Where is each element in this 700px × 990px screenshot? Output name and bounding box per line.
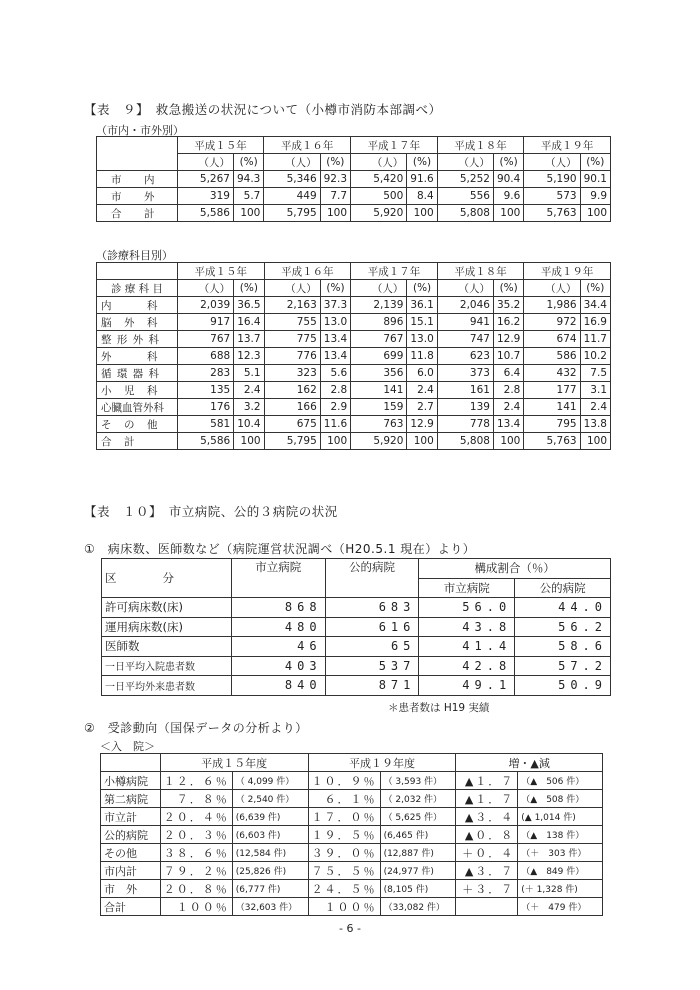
cell: ７９．２％ [160,862,232,880]
cell: 5,920 [351,205,407,222]
row-label: 整 形 外 科 [97,331,178,348]
cell: （32,603 件） [232,898,308,916]
unit-percent: (%) [580,280,610,297]
row-label: そ の 他 [97,416,178,433]
cell: 840 [231,676,325,696]
row-label: 小 児 科 [97,382,178,399]
row-label: 内 科 [97,297,178,314]
cell: （▲ 508 件） [518,790,603,808]
cell: 166 [264,399,320,416]
cell: 159 [351,399,407,416]
cell: 5.6 [320,365,350,382]
cell: 5,586 [177,433,233,450]
cell: 16.9 [580,314,610,331]
year-header: 平成１６年 [264,137,351,154]
cell: 403 [231,656,325,676]
cell: 35.2 [493,297,523,314]
unit-people: （人） [524,154,580,171]
table-row [101,862,603,880]
cell: 100 [407,433,437,450]
cell: 767 [351,331,407,348]
year-header: 平成１９年 [524,263,611,280]
table-row [97,171,611,188]
table-row [97,205,611,222]
cell: 6.0 [407,365,437,382]
cell: 90.1 [580,171,610,188]
cell: 763 [351,416,407,433]
table-row [97,348,611,365]
unit-people: （人） [351,154,407,171]
unit-percent: (%) [580,154,610,171]
cell: 135 [177,382,233,399]
cell: 699 [351,348,407,365]
cell: 449 [264,188,320,205]
cell: 12.3 [234,348,264,365]
table10-trend-table [100,753,603,916]
cell: 141 [524,399,580,416]
cell: 12.9 [493,331,523,348]
table10-beds-table [101,558,611,696]
year-header: 平成１８年 [437,263,524,280]
year-header: 平成１６年 [264,263,351,280]
cell: 616 [325,617,419,637]
cell: 5.7 [233,188,263,205]
cell: 10.4 [234,416,264,433]
corner-cell [97,263,178,280]
table-row [101,826,603,844]
unit-people: （人） [437,280,493,297]
cell: (24,977 件) [380,862,456,880]
table-row [101,790,603,808]
cell: 176 [177,399,233,416]
unit-percent: (%) [233,154,263,171]
year-header: 平成１５年 [177,137,264,154]
cell: 5,808 [437,433,493,450]
page-number: - 6 - [339,922,361,935]
row-label: 脳 外 科 [97,314,178,331]
cell: 34.4 [580,297,610,314]
ratio-public-header: 公的病院 [515,578,611,598]
cell: 100 [320,205,350,222]
corner-cell [101,754,161,772]
row-label: 運用病床数(床) [102,617,232,637]
cell: (12,584 件) [232,844,308,862]
cell: 2,163 [264,297,320,314]
cell: （▲ 138 件） [518,826,603,844]
cell: 755 [264,314,320,331]
cell: 3.1 [580,382,610,399]
cell: 2.7 [407,399,437,416]
cell: 100 [407,205,437,222]
cell: ＋０．４ [456,844,518,862]
cell: 1,986 [524,297,580,314]
cell: 10.7 [493,348,523,365]
city-hospital-header: 市立病院 [231,559,325,598]
cell: 2,046 [437,297,493,314]
cell: 13.7 [234,331,264,348]
table-row [102,598,611,618]
cell: 432 [524,365,580,382]
table-row [101,880,603,898]
cell: ２４．５％ [308,880,380,898]
change-header: 増・▲減 [456,754,603,772]
cell: （▲ 849 件） [518,862,603,880]
cell: ▲３．４ [456,808,518,826]
cell: 8.4 [407,188,437,205]
cell: 56.2 [515,617,611,637]
cell: 2.8 [493,382,523,399]
row-label: 循 環 器 科 [97,365,178,382]
unit-people: （人） [351,280,407,297]
cell: 5,795 [264,205,320,222]
public-hospital-header: 公的病院 [325,559,419,598]
cell: 5,346 [264,171,320,188]
row-label: 一日平均入院患者数 [102,656,232,676]
row-label: 外 科 [97,348,178,365]
cell: 972 [524,314,580,331]
cell: 871 [325,676,419,696]
cell: 49.1 [419,676,515,696]
corner-cell [97,137,178,171]
inpatient-subtitle: ＜入 院＞ [100,740,155,753]
cell: 13.0 [320,314,350,331]
cell: 5,252 [437,171,493,188]
cell: （ 3,593 件） [380,772,456,790]
cell: 15.1 [407,314,437,331]
table-row [102,656,611,676]
cell: 868 [231,598,325,618]
cell: 57.2 [515,656,611,676]
cell: ▲１．７ [456,790,518,808]
cell: 37.3 [320,297,350,314]
cell: 177 [524,382,580,399]
cell: １００％ [160,898,232,916]
cell: 500 [351,188,407,205]
cell: 65 [325,637,419,657]
cell: (＋ 1,328 件) [518,880,603,898]
cell: 5,808 [437,205,493,222]
cell: 778 [437,416,493,433]
row-label: 市 外 [97,188,178,205]
cell: 795 [524,416,580,433]
dept-header: 診 療 科 目 [97,280,178,297]
table-row [97,382,611,399]
table-row [102,637,611,657]
cell: ▲１．７ [456,772,518,790]
cell: （ 2,540 件） [232,790,308,808]
cell: 2.4 [580,399,610,416]
cell: ▲０．８ [456,826,518,844]
cell: 11.6 [320,416,350,433]
cell: 941 [437,314,493,331]
unit-percent: (%) [407,280,437,297]
cell: ▲３．７ [456,862,518,880]
cell: （ 5,625 件） [380,808,456,826]
row-label: 市内計 [101,862,161,880]
cell: ７．８％ [160,790,232,808]
cell: 537 [325,656,419,676]
fy15-header: 平成１５年度 [160,754,308,772]
cell: 373 [437,365,493,382]
cell: 3.2 [234,399,264,416]
cell: 2.9 [320,399,350,416]
cell: 688 [177,348,233,365]
cell: （＋ 303 件） [518,844,603,862]
cell: 5,420 [351,171,407,188]
cell: 623 [437,348,493,365]
unit-people: （人） [264,154,320,171]
unit-people: （人） [177,154,233,171]
year-header: 平成１９年 [524,137,611,154]
cell: 16.2 [493,314,523,331]
year-header: 平成１８年 [437,137,524,154]
cell: 747 [437,331,493,348]
cell [456,898,518,916]
unit-people: （人） [437,154,493,171]
unit-people: （人） [177,280,233,297]
cell: (6,603 件) [232,826,308,844]
patients-note: ＊患者数は H19 実績 [388,702,490,714]
table-row [101,898,603,916]
kubun-header: 区 分 [102,559,232,598]
section2-title: ② 受診動向（国保データの分析より） [84,721,308,735]
cell: 283 [177,365,233,382]
cell: １２．６％ [160,772,232,790]
cell: 586 [524,348,580,365]
cell: 13.8 [580,416,610,433]
row-label: 第二病院 [101,790,161,808]
cell: 9.9 [580,188,610,205]
cell: 36.1 [407,297,437,314]
cell: 5,795 [264,433,320,450]
table-row [97,416,611,433]
table9-area-table [96,136,611,222]
unit-percent: (%) [407,154,437,171]
cell: １９．５％ [308,826,380,844]
cell: 100 [493,433,523,450]
table-row [97,433,611,450]
row-label: 心臓血管外科 [97,399,178,416]
table-row [102,676,611,696]
cell: (8,105 件) [380,880,456,898]
year-header: 平成１５年 [177,263,264,280]
cell: 100 [493,205,523,222]
cell: 36.5 [234,297,264,314]
cell: 581 [177,416,233,433]
cell: 41.4 [419,637,515,657]
cell: (6,465 件) [380,826,456,844]
table9-dept-table [96,262,611,450]
cell: 16.4 [234,314,264,331]
cell: 58.6 [515,637,611,657]
cell: 323 [264,365,320,382]
cell: (12,887 件) [380,844,456,862]
cell: 43.8 [419,617,515,637]
cell: 42.8 [419,656,515,676]
cell: ２０．４％ [160,808,232,826]
cell: 6.4 [493,365,523,382]
table-row [97,314,611,331]
cell: 896 [351,314,407,331]
row-label: 一日平均外来患者数 [102,676,232,696]
cell: 5,190 [524,171,580,188]
year-header: 平成１７年 [351,137,438,154]
cell: 5.1 [234,365,264,382]
unit-percent: (%) [234,280,264,297]
cell: １０．９％ [308,772,380,790]
table9-subtitle-dept: （診療科目別） [96,249,173,262]
unit-percent: (%) [320,280,350,297]
table10-title: 【表 １０】 市立病院、公的３病院の状況 [84,504,338,519]
cell: 90.4 [493,171,523,188]
cell: 2.4 [234,382,264,399]
cell: 573 [524,188,580,205]
cell: 5,586 [177,205,233,222]
cell: 94.3 [233,171,263,188]
cell: 56.0 [419,598,515,618]
cell: 5,763 [524,205,580,222]
cell: 675 [264,416,320,433]
cell: 7.7 [320,188,350,205]
cell: 480 [231,617,325,637]
cell: 13.4 [493,416,523,433]
cell: １７．０％ [308,808,380,826]
cell: 5,763 [524,433,580,450]
cell: 319 [177,188,233,205]
row-label: 公的病院 [101,826,161,844]
table-row [101,772,603,790]
ratio-header: 構成割合（％） [419,559,611,579]
cell: 2.8 [320,382,350,399]
unit-percent: (%) [493,154,523,171]
table-row [101,808,603,826]
section1-title: ① 病床数、医師数など（病院運営状況調べ（H20.5.1 現在）より） [84,542,476,556]
cell: (6,777 件) [232,880,308,898]
cell: 775 [264,331,320,348]
cell: 767 [177,331,233,348]
cell: 161 [437,382,493,399]
table-row [97,188,611,205]
row-label: 合 計 [97,205,178,222]
row-label: 市立計 [101,808,161,826]
cell: ２０．８％ [160,880,232,898]
cell: ７５．５％ [308,862,380,880]
row-label: 市 内 [97,171,178,188]
cell: ３９．０％ [308,844,380,862]
cell: 5,267 [177,171,233,188]
table9-title: 【表 ９】 救急搬送の状況について（小樽市消防本部調べ） [84,102,442,117]
cell: １００％ [308,898,380,916]
cell: ３８．６％ [160,844,232,862]
cell: 46 [231,637,325,657]
row-label: 市 外 [101,880,161,898]
cell: 141 [351,382,407,399]
cell: 162 [264,382,320,399]
row-label: 許可病床数(床) [102,598,232,618]
row-label: 小樽病院 [101,772,161,790]
cell: 50.9 [515,676,611,696]
row-label: その他 [101,844,161,862]
cell: 5,920 [351,433,407,450]
table-row [97,297,611,314]
cell: (▲ 1,014 件) [518,808,603,826]
cell: 2.4 [407,382,437,399]
row-label: 合 計 [97,433,178,450]
table-row [102,617,611,637]
cell: (25,826 件) [232,862,308,880]
cell: （▲ 506 件） [518,772,603,790]
cell: 9.6 [493,188,523,205]
ratio-city-header: 市立病院 [419,578,515,598]
table-row [97,331,611,348]
cell: （33,082 件） [380,898,456,916]
unit-percent: (%) [320,154,350,171]
cell: 2,139 [351,297,407,314]
cell: 100 [580,205,610,222]
cell: 556 [437,188,493,205]
cell: ２０．３％ [160,826,232,844]
fy19-header: 平成１９年度 [308,754,456,772]
table9-subtitle-area: （市内・市外別） [96,124,184,137]
cell: （ 2,032 件） [380,790,456,808]
cell: （ 4,099 件） [232,772,308,790]
cell: 776 [264,348,320,365]
table-row [97,399,611,416]
cell: 13.4 [320,348,350,365]
cell: （＋ 479 件） [518,898,603,916]
cell: 917 [177,314,233,331]
unit-percent: (%) [493,280,523,297]
cell: 10.2 [580,348,610,365]
cell: 44.0 [515,598,611,618]
cell: 356 [351,365,407,382]
cell: 100 [320,433,350,450]
table-row [101,844,603,862]
year-header: 平成１７年 [351,263,438,280]
cell: 2.4 [493,399,523,416]
cell: 91.6 [407,171,437,188]
cell: 100 [580,433,610,450]
row-label: 合計 [101,898,161,916]
cell: 100 [233,205,263,222]
cell: 100 [234,433,264,450]
cell: ＋３．７ [456,880,518,898]
cell: 683 [325,598,419,618]
cell: 12.9 [407,416,437,433]
unit-people: （人） [264,280,320,297]
cell: 92.3 [320,171,350,188]
cell: 2,039 [177,297,233,314]
cell: 139 [437,399,493,416]
cell: 13.4 [320,331,350,348]
cell: (6,639 件) [232,808,308,826]
table-row [97,365,611,382]
cell: ６．１％ [308,790,380,808]
unit-people: （人） [524,280,580,297]
cell: 7.5 [580,365,610,382]
cell: 11.7 [580,331,610,348]
cell: 674 [524,331,580,348]
cell: 13.0 [407,331,437,348]
cell: 11.8 [407,348,437,365]
row-label: 医師数 [102,637,232,657]
